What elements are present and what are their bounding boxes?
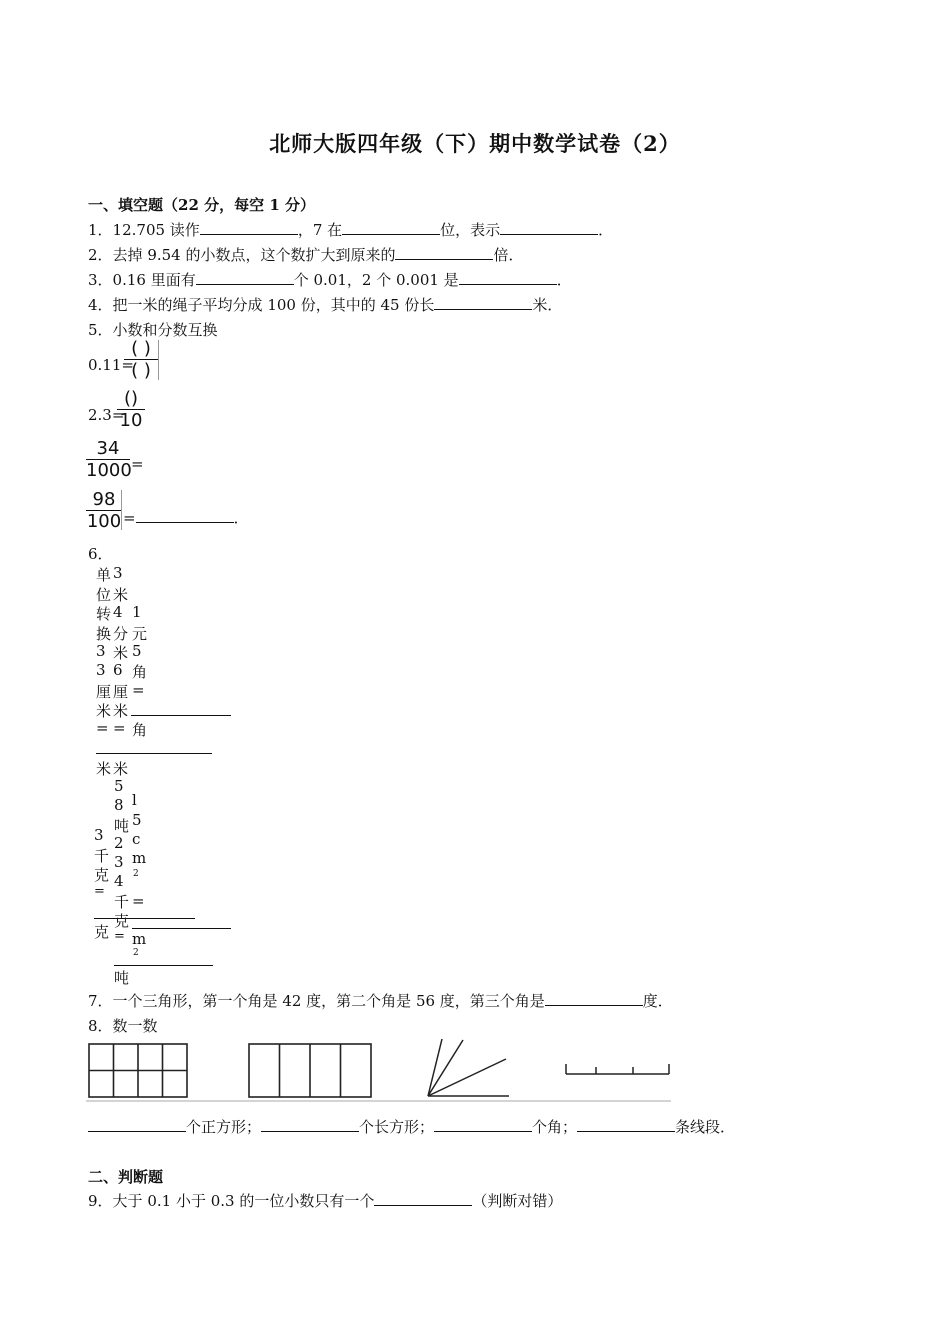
q5-e1-lhs: 0.11=	[88, 356, 134, 374]
q7-text-1: 一个三角形，第一个角是 42 度，第二个角是 56 度，第三个角是	[112, 992, 545, 1010]
q5-e3-numerator: 34	[96, 438, 120, 459]
q6-a1-blank[interactable]	[132, 928, 231, 929]
q6-c2-8: =	[113, 719, 126, 737]
q6-w2-10: 吨	[114, 969, 130, 987]
q5-e4-equals: =	[123, 509, 136, 527]
q6-a1-2: c	[132, 830, 141, 848]
q6-c1-2: 转	[96, 605, 112, 623]
q6-c2-3: 分	[113, 625, 129, 643]
q6-w2-7: 克	[114, 912, 130, 930]
q1-number: 1．	[88, 221, 113, 239]
q9-number: 9．	[88, 1192, 113, 1210]
q6-w2-4: 3	[114, 853, 124, 871]
q5-e4-denominator: 100	[86, 511, 122, 532]
q6-w1-3: =	[94, 884, 105, 899]
question-8	[88, 1015, 158, 1036]
q6-a1-3: m	[132, 849, 147, 867]
q6-c1-7: 米	[96, 702, 112, 720]
q2-number: 2．	[88, 246, 113, 264]
q6-w1-2: 克	[94, 866, 110, 884]
line-segments-figure	[566, 1064, 669, 1074]
q6-a1-4: 2	[133, 869, 139, 879]
q6-c2-6: 厘	[113, 683, 129, 701]
q1-text-3: 位，表示	[440, 221, 501, 239]
q6-c2-5: 6	[113, 661, 123, 679]
q3-number: 3．	[88, 271, 113, 289]
q6-a1-8: 2	[133, 948, 139, 958]
q2-text-1: 去掉 9.54 的小数点，这个数扩大到原来的	[112, 246, 396, 264]
q6-w2-blank[interactable]	[114, 965, 213, 966]
q6-w1-blank[interactable]	[94, 918, 195, 919]
q9-blank[interactable]	[374, 1191, 472, 1206]
q8-blank-squares[interactable]	[88, 1117, 186, 1132]
q4-blank-1[interactable]	[434, 295, 532, 310]
page-title: 北师大版四年级（下）期中数学试卷（2）	[269, 131, 681, 156]
q5-e3-denominator: 1000	[86, 460, 132, 481]
q1-blank-1[interactable]	[200, 220, 298, 235]
q6-w2-6: 千	[114, 893, 130, 911]
q4-text-1: 把一米的绳子平均分成 100 份，其中的 45 份长	[112, 296, 435, 314]
section-heading-judgement: 二、判断题	[88, 1168, 164, 1186]
q6-c3-2: 1	[132, 603, 142, 621]
q5-e2-numerator[interactable]: ()	[123, 388, 139, 409]
q8-answer-line	[88, 1116, 735, 1137]
q4-number: 4．	[88, 296, 113, 314]
q1-text-1: 12.705 读作	[112, 221, 200, 239]
question-7	[88, 990, 673, 1011]
q5-e2-denominator: 10	[119, 410, 143, 431]
q6-c2-10: 米	[113, 760, 129, 778]
question-4	[88, 294, 562, 315]
q5-e4-numerator: 98	[92, 489, 116, 510]
q7-text-2: 度．	[642, 992, 673, 1010]
q6-number: 6．	[88, 545, 113, 563]
q3-text-2: 个 0.01，2 个 0.001 是	[293, 271, 459, 289]
q5-e3-equals: =	[131, 455, 144, 473]
q8-blank-rectangles[interactable]	[261, 1117, 359, 1132]
q2-blank-1[interactable]	[395, 245, 493, 260]
q6-c1-blank[interactable]	[96, 753, 212, 754]
question-9	[88, 1190, 562, 1211]
q6-c3-4: 5	[132, 642, 142, 660]
q6-c2-7: 米	[113, 702, 129, 720]
q8-text-segments: 条线段．	[675, 1118, 736, 1136]
q6-w2-1: 8	[114, 796, 124, 814]
q7-blank[interactable]	[545, 991, 643, 1006]
q3-text-3: ．	[556, 271, 572, 289]
q5-e1-denominator[interactable]: ( )	[131, 360, 151, 381]
question-1	[88, 219, 613, 240]
q6-c1-4: 3	[96, 642, 106, 660]
q5-e2-lhs: 2.3=	[88, 406, 125, 424]
q2-text-2: 倍．	[493, 246, 524, 264]
image-edge-divider	[158, 340, 159, 380]
square-grid-figure	[89, 1044, 187, 1097]
q6-a1-1: 5	[132, 811, 142, 829]
q6-c2-1: 米	[113, 586, 129, 604]
q9-text-1: 大于 0.1 小于 0.3 的一位小数只有一个	[112, 1192, 375, 1210]
rectangle-strip-figure	[249, 1044, 371, 1097]
q3-blank-2[interactable]	[459, 270, 557, 285]
q6-c2-4: 米	[113, 644, 129, 662]
angles-figure	[428, 1039, 509, 1096]
q8-blank-segments[interactable]	[577, 1117, 675, 1132]
q8-number: 8．	[88, 1017, 113, 1035]
q8-figures	[86, 1036, 676, 1106]
q6-c1-0: 单	[96, 566, 112, 584]
q1-text-2: ，7 在	[297, 221, 343, 239]
q6-c2-2: 4	[113, 603, 123, 621]
section-heading-fill-blank: 一、填空题（22 分，每空 1 分）	[88, 196, 315, 214]
q6-w1-0: 3	[94, 826, 104, 844]
q1-blank-2[interactable]	[342, 220, 440, 235]
q5-e4-fraction	[86, 489, 122, 532]
image-edge-divider	[121, 490, 122, 530]
q6-w2-0: 5	[114, 777, 124, 795]
q6-w2-3: 2	[114, 834, 124, 852]
q5-e1-numerator[interactable]: ( )	[131, 338, 151, 359]
q6-w1-5: 克	[94, 923, 110, 941]
q8-text: 数一数	[112, 1017, 158, 1035]
q6-c1-6: 厘	[96, 683, 112, 701]
q5-e3-fraction	[86, 438, 130, 481]
q6-c2-0: 3	[113, 564, 123, 582]
q5-e2-fraction	[117, 388, 145, 431]
q9-text-2: （判断对错）	[472, 1192, 563, 1210]
q1-blank-3[interactable]	[500, 220, 598, 235]
q6-w2-5: 4	[114, 872, 124, 890]
q1-text-4: ．	[598, 221, 614, 239]
q6-c1-1: 位	[96, 586, 112, 604]
q8-text-angles: 个角；	[532, 1118, 578, 1136]
q6-w2-8: =	[114, 929, 125, 944]
q6-c3-3: 元	[132, 625, 148, 643]
question-2	[88, 244, 524, 265]
q5-number: 5．	[88, 321, 113, 339]
q6-c1-8: =	[96, 719, 109, 737]
q3-blank-1[interactable]	[196, 270, 294, 285]
q4-text-2: 米．	[532, 296, 563, 314]
q6-c1-10: 米	[96, 760, 112, 778]
q6-c3-5: 角	[132, 663, 148, 681]
q5-e4-answer	[123, 507, 249, 528]
q5-text: 小数和分数互换	[112, 321, 218, 339]
q6-a1-7: m	[132, 930, 147, 948]
q8-blank-angles[interactable]	[434, 1117, 532, 1132]
q8-text-squares: 个正方形；	[186, 1118, 262, 1136]
q6-a1-0: l	[132, 791, 137, 809]
q6-a1-5: =	[132, 892, 145, 910]
q6-c3-8: 角	[132, 721, 148, 739]
q6-c1-5: 3	[96, 661, 106, 679]
q5-e4-blank[interactable]	[136, 508, 234, 523]
q8-text-rectangles: 个长方形；	[359, 1118, 435, 1136]
q6-w1-1: 千	[94, 847, 110, 865]
q7-number: 7．	[88, 992, 113, 1010]
q3-text-1: 0.16 里面有	[112, 271, 196, 289]
q6-c3-6: =	[132, 681, 145, 699]
q5-e4-end: ．	[233, 509, 249, 527]
q6-c2-blank[interactable]	[131, 715, 231, 716]
q6-w2-2: 吨	[114, 817, 130, 835]
q5-e1-fraction	[124, 338, 158, 381]
question-5	[88, 319, 218, 340]
q6-c1-3: 换	[96, 625, 112, 643]
question-3	[88, 269, 572, 290]
